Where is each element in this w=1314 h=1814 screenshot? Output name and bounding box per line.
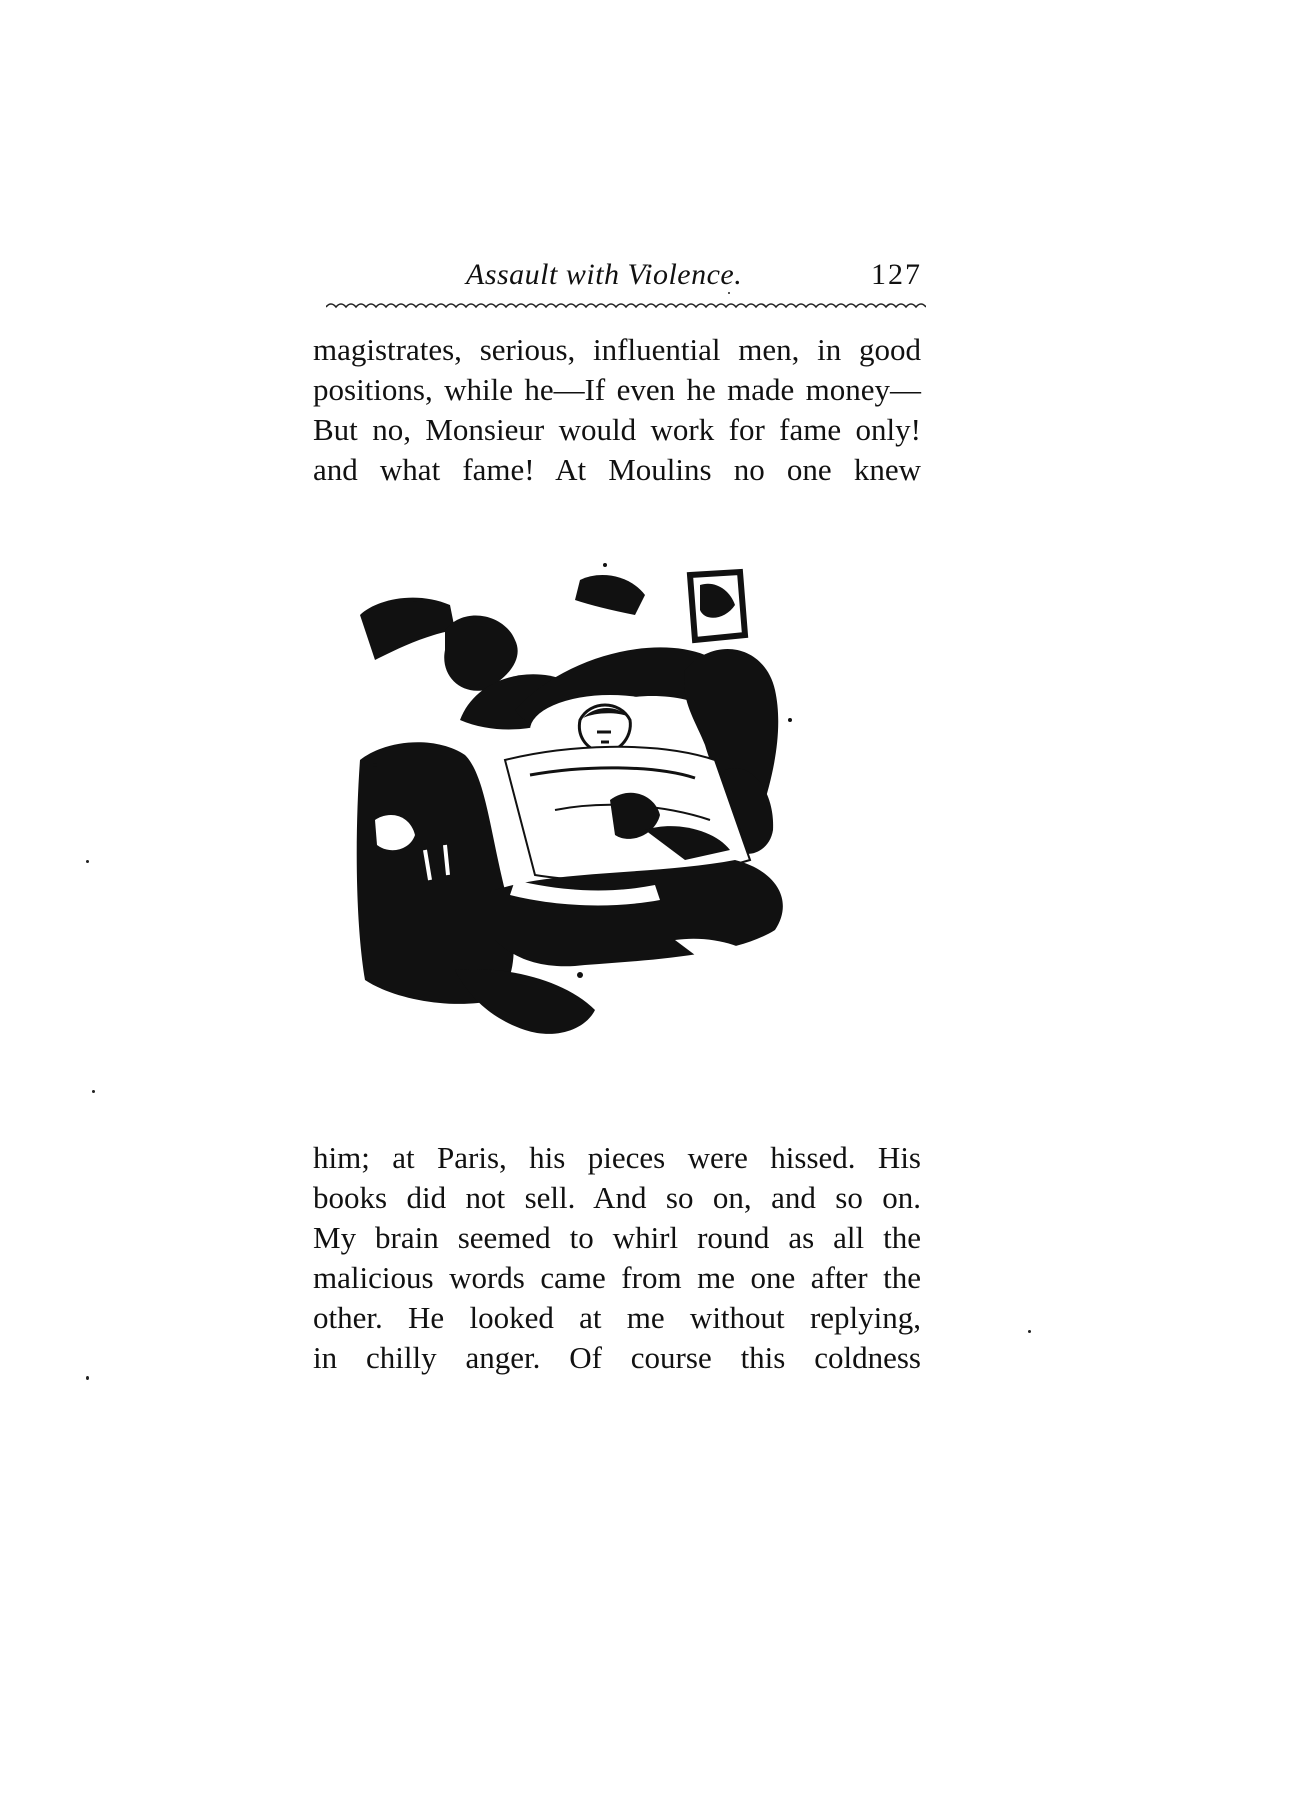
running-title: Assault with Violence. [466,258,743,291]
text-line: malicious words came from me one after the [313,1260,921,1295]
margin-speck [1028,1330,1031,1333]
page-number: 127 [871,258,922,291]
illustration-chair [357,742,514,1004]
illustration-left-curtain [360,598,455,660]
text-line: him; at Paris, his pieces were hissed. His [313,1140,921,1175]
illustration-engraving [355,560,875,1080]
illustration-top-ornament [575,575,645,615]
text-line: in chilly anger. Of course this coldness [313,1340,921,1375]
text-line: other. He looked at me without replying, [313,1300,921,1335]
text-line: books did not sell. And so on, and so on. [313,1180,921,1215]
margin-speck [86,860,89,863]
wavy-rule [326,300,926,314]
margin-speck [92,1090,95,1093]
running-head [318,258,928,298]
text-line: and what fame! At Moulins no one knew [313,452,921,487]
text-block-top [313,330,921,490]
margin-speck [86,1376,89,1380]
text-line: My brain seemed to whirl round as all the [313,1220,921,1255]
text-line: magistrates, serious, influential men, in good [313,332,921,367]
margin-speck [728,292,730,294]
text-line: But no, Monsieur would work for fame only! [313,412,921,447]
text-block-bottom [313,1138,921,1378]
text-line: positions, while he—If even he made money— [313,372,921,407]
